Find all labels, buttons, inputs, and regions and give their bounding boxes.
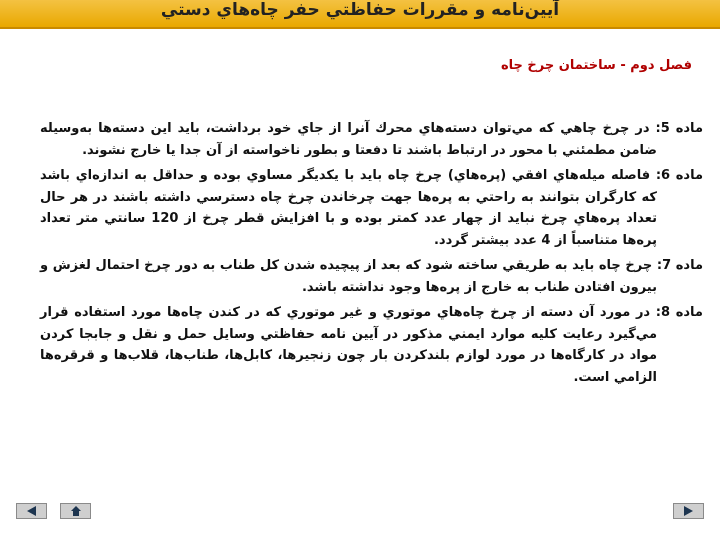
triangle-right-icon xyxy=(684,506,693,516)
article-5 xyxy=(40,118,703,161)
article-label: ماده 6: xyxy=(655,168,704,183)
article-label: ماده 5: xyxy=(655,121,703,136)
chapter-title: فصل دوم - ساختمان چرخ چاه xyxy=(500,58,692,73)
previous-slide-button[interactable] xyxy=(16,503,47,519)
home-icon xyxy=(71,506,81,516)
article-label: ماده 7: xyxy=(656,258,703,273)
article-7 xyxy=(40,255,703,298)
article-text: در چرخ چاهي كه مي‌توان دسته‌هاي محرك آنرا از جاي خود برداشت، بايد اين دسته‌ها به‌وسيله ضامن مطمئني با محور در ارتباط باشند تا دفعتا و بطور ناخواسته از آن جدا يا خارج نشوند. xyxy=(40,121,657,158)
home-button[interactable] xyxy=(60,503,91,519)
article-8 xyxy=(40,302,703,388)
next-slide-button[interactable] xyxy=(673,503,704,519)
triangle-left-icon xyxy=(27,506,36,516)
article-list xyxy=(40,118,703,392)
title-bar xyxy=(0,0,720,29)
article-text: فاصله ميله‌هاي افقي (پره‌هاي) چرخ چاه بايد با يكديگر مساوي بوده و حداقل به اندازه‌اي باشد كه كارگران بتوانند به راحتي به پره‌ها جهت چرخاندن چرخ چاه دسترسي داشته باشند در هر حال تعداد پره‌هاي چرخ نبايد از چهار عدد كمتر بوده و با افزايش قطر چرخ از 120 سانتي متر تعداد پره‌ها متناسباً از 4 عدد بيشتر گردد. xyxy=(40,168,657,248)
article-label: ماده 8: xyxy=(655,305,703,320)
article-text: چرخ چاه بايد به طريقي ساخته شود كه بعد از پيچيده شدن كل طناب به دور چرخ احتمال لغزش و بيرون افتادن طناب به خارج از پره‌ها وجود نداشته باشد. xyxy=(40,258,657,295)
page-title: آيين‌نامه و مقررات حفاظتي حفر چاه‌هاي دستي xyxy=(160,0,560,20)
article-6 xyxy=(40,165,703,251)
article-text: در مورد آن دسته از چرخ چاه‌هاي موتوري و غير موتوري كه در كندن چاه‌ها مورد استفاده قرار مي‌گيرد رعايت كليه موارد ايمني مذكور در آيين نامه حفاظتي وسايل حمل و نقل و جابجا كردن مواد در كارگاه‌ها در مورد لوازم بلندكردن بار چون زنجيرها، كابل‌ها، طناب‌ها، قلاب‌ها و قرقره‌ها الزامي است. xyxy=(40,305,657,385)
